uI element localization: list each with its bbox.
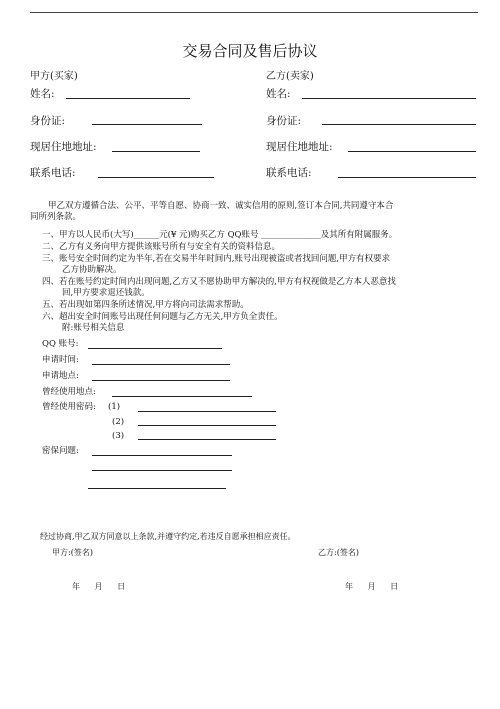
document-title: 交易合同及售后协议 <box>182 42 318 60</box>
party-b-address-label: 现居住地地址: <box>266 141 333 153</box>
password-2-field[interactable] <box>138 425 276 426</box>
password-1-label: (1) <box>108 402 121 412</box>
party-b-address-field[interactable] <box>348 151 476 152</box>
clause-5: 五、若出现如第四条所述情况,甲方将向司法需求帮助。 <box>42 300 249 310</box>
party-b-id-label: 身份证: <box>266 115 302 127</box>
clause-4-cont: 回,甲方要求退还钱款。 <box>62 288 150 298</box>
password-1-field[interactable] <box>138 411 276 412</box>
party-a-name-label: 姓名: <box>30 88 55 100</box>
appendix-heading: 附:账号相关信息 <box>62 323 125 333</box>
party-b-date: 年 月 日 <box>345 582 399 591</box>
clause-1: 一、甲方以人民币(大写)______元(¥ 元)购买乙方 QQ账号 ______________及其所有附属服务。 <box>42 230 398 240</box>
clause-3-cont: 乙方协助解决。 <box>62 265 122 275</box>
qq-field[interactable] <box>88 348 222 349</box>
party-b-phone-label: 联系电话: <box>266 167 312 179</box>
party-a-date: 年 月 日 <box>72 582 126 591</box>
clause-4: 四、若在账号约定时间内出现问题,乙方又不愿协助甲方解决的,甲方有权视做是乙方本人恶意找 <box>42 277 396 287</box>
party-b-signature-label: 乙方:(签名) <box>318 548 359 557</box>
clause-2: 二、乙方有义务向甲方提供该账号所有与安全有关的资料信息。 <box>42 242 281 252</box>
party-a-name-field[interactable] <box>66 98 190 99</box>
party-a-id-field[interactable] <box>92 124 202 125</box>
clause-6: 六、超出安全时间账号出现任何问题与乙方无关,甲方负全责任。 <box>42 312 283 322</box>
apply-place-field[interactable] <box>92 380 230 381</box>
party-a-phone-label: 联系电话: <box>30 167 76 179</box>
security-question-field-1[interactable] <box>92 455 232 456</box>
party-a-address-label: 现居住地地址: <box>30 141 97 153</box>
apply-place-label: 申请地点: <box>42 371 79 381</box>
used-passwords-label: 曾经使用密码: <box>42 402 96 412</box>
password-3-field[interactable] <box>138 439 276 440</box>
party-b-phone-field[interactable] <box>338 177 476 178</box>
qq-label: QQ 账号: <box>42 339 79 349</box>
top-rule <box>30 12 478 13</box>
security-question-label: 密保问题: <box>42 446 79 456</box>
password-3-label: (3) <box>112 431 125 441</box>
party-a-signature-label: 甲方:(签名) <box>52 548 93 557</box>
party-b-id-field[interactable] <box>322 124 476 125</box>
party-b-name-label: 姓名: <box>266 88 291 100</box>
security-question-field-3[interactable] <box>88 488 226 489</box>
clause-3: 三、账号安全时间约定为半年,若在交易半年时间内,账号出现被盗或者找回问题,甲方有权要求 <box>42 254 391 264</box>
security-question-field-2[interactable] <box>92 470 232 471</box>
used-places-label: 曾经使用地点: <box>42 387 96 397</box>
party-a-phone-field[interactable] <box>98 177 214 178</box>
party-a-id-label: 身份证: <box>30 115 66 127</box>
password-2-label: (2) <box>112 417 125 427</box>
party-b-heading: 乙方(卖家) <box>266 71 314 82</box>
party-a-heading: 甲方(买家) <box>30 71 78 82</box>
intro-line-1: 甲乙双方遵循合法、公平、平等自愿、协商一致、诚实信用的原则,签订本合同,共同遵守本合 <box>48 201 394 211</box>
apply-time-label: 申请时间: <box>42 355 79 365</box>
party-b-name-field[interactable] <box>302 98 476 99</box>
closing-statement: 经过协商,甲乙双方同意以上条款,并遵守约定,若违反自愿承担相应责任。 <box>40 532 296 541</box>
intro-line-2: 同所列条款。 <box>30 212 82 222</box>
used-places-field[interactable] <box>112 396 252 397</box>
party-a-address-field[interactable] <box>112 151 200 152</box>
apply-time-field[interactable] <box>92 364 230 365</box>
